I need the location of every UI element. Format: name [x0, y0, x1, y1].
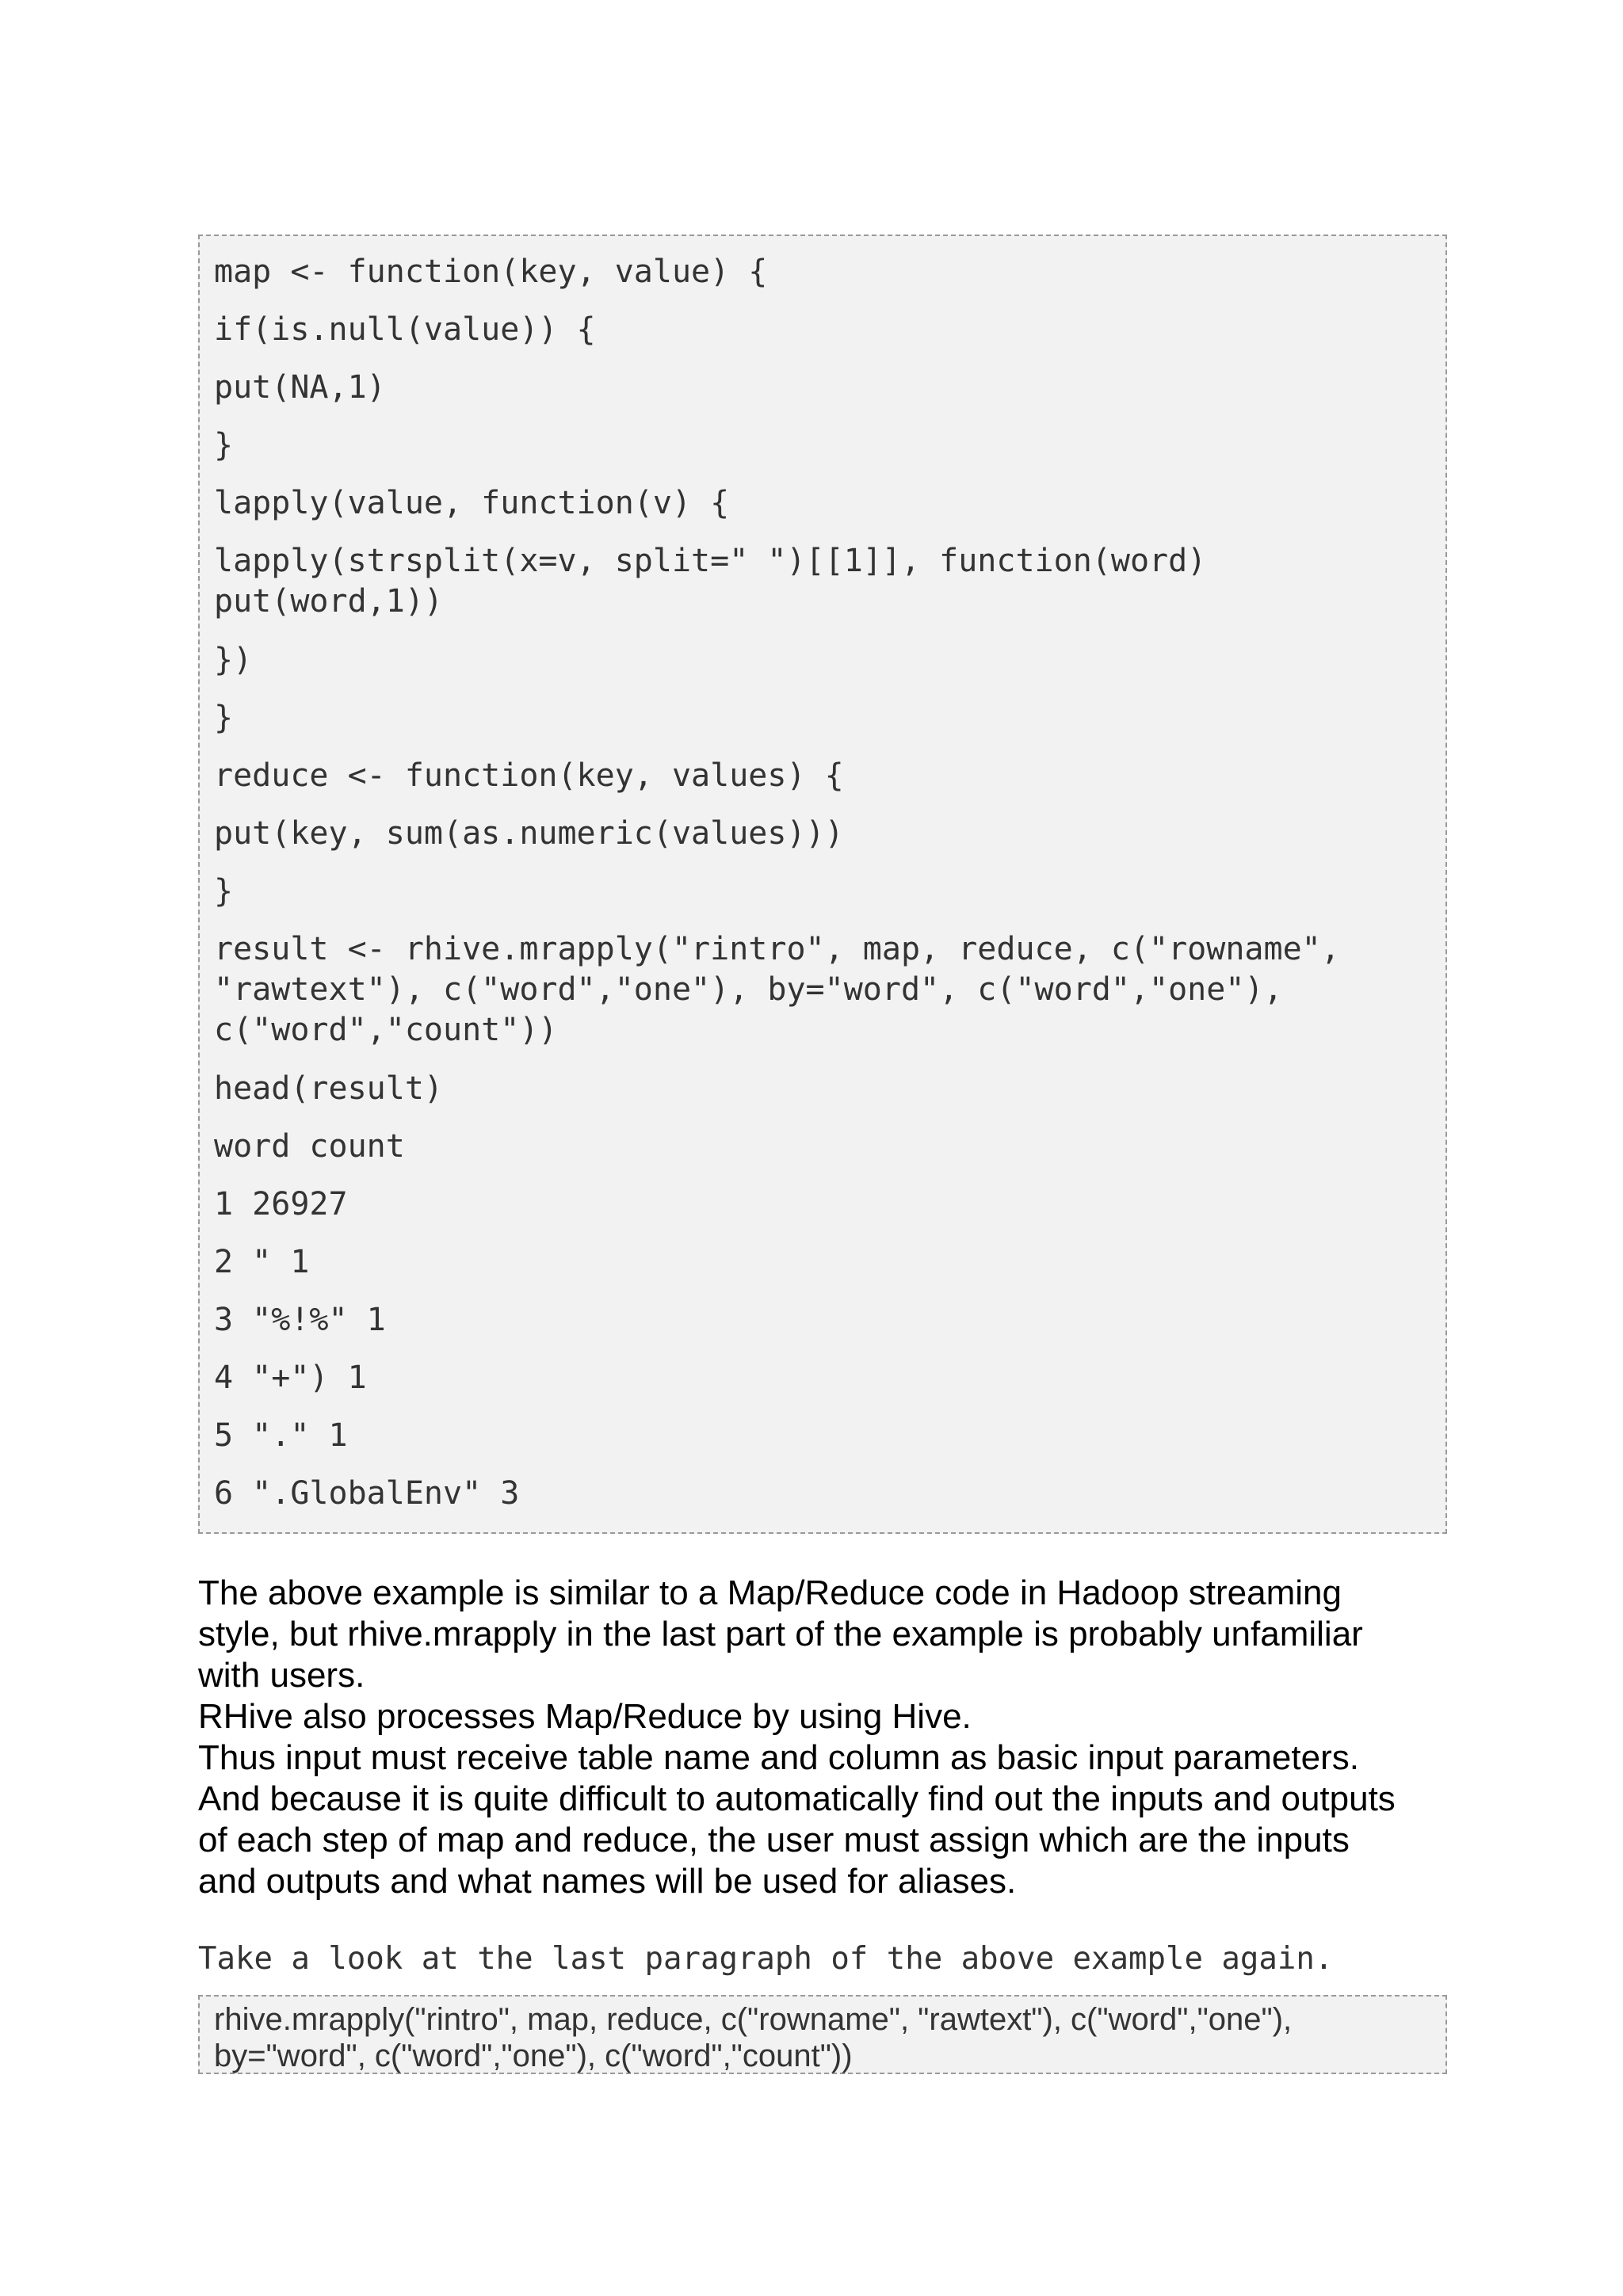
code-block: [198, 235, 1447, 1534]
code-line: 5 "." 1: [214, 1417, 348, 1454]
note-line: Take a look at the last paragraph of the above example again.: [198, 1941, 1334, 1977]
paragraph-line: style, but rhive.mrapply in the last part of the example is probably unfamiliar: [198, 1615, 1363, 1653]
code-line: 2 " 1: [214, 1244, 310, 1280]
explanation-paragraph: [198, 1573, 1466, 1902]
snippet-line: by="word", c("word","one"), c("word","count")): [214, 2039, 853, 2073]
code-line: }): [214, 642, 253, 678]
code-line: put(NA,1): [214, 369, 386, 406]
code-line: reduce <- function(key, values) {: [214, 757, 844, 794]
code-line: 6 ".GlobalEnv" 3: [214, 1475, 520, 1512]
paragraph-line: and outputs and what names will be used for aliases.: [198, 1862, 1017, 1901]
paragraph-line: And because it is quite difficult to automatically find out the inputs and outputs: [198, 1779, 1396, 1818]
snippet-block: [198, 1995, 1447, 2074]
paragraph-line: RHive also processes Map/Reduce by using Hive.: [198, 1697, 972, 1736]
paragraph-line: of each step of map and reduce, the user must assign which are the inputs: [198, 1821, 1350, 1859]
code-line: 4 "+") 1: [214, 1360, 367, 1396]
code-line: lapply(value, function(v) {: [214, 485, 730, 521]
code-line: }: [214, 427, 234, 463]
paragraph-line: The above example is similar to a Map/Reduce code in Hadoop streaming: [198, 1573, 1342, 1612]
code-line: 3 "%!%" 1: [214, 1302, 386, 1338]
code-line: }: [214, 873, 234, 910]
code-line: lapply(strsplit(x=v, split=" ")[[1]], function(word) put(word,1)): [214, 543, 1207, 620]
code-line: 1 26927: [214, 1186, 348, 1222]
code-line: result <- rhive.mrapply("rintro", map, reduce, c("rowname", "rawtext"), c("word","one"), by="word", c("word","one"), c("word","count")): [214, 931, 1340, 1048]
paragraph-line: Thus input must receive table name and column as basic input parameters.: [198, 1738, 1359, 1777]
code-line: word count: [214, 1128, 405, 1165]
code-line: put(key, sum(as.numeric(values))): [214, 815, 844, 852]
snippet-line: rhive.mrapply("rintro", map, reduce, c("rowname", "rawtext"), c("word","one"),: [214, 2002, 1293, 2037]
code-line: if(is.null(value)) {: [214, 311, 596, 348]
code-line: }: [214, 700, 234, 736]
paragraph-line: with users.: [198, 1656, 365, 1695]
code-line: map <- function(key, value) {: [214, 254, 768, 290]
code-line: head(result): [214, 1070, 443, 1107]
